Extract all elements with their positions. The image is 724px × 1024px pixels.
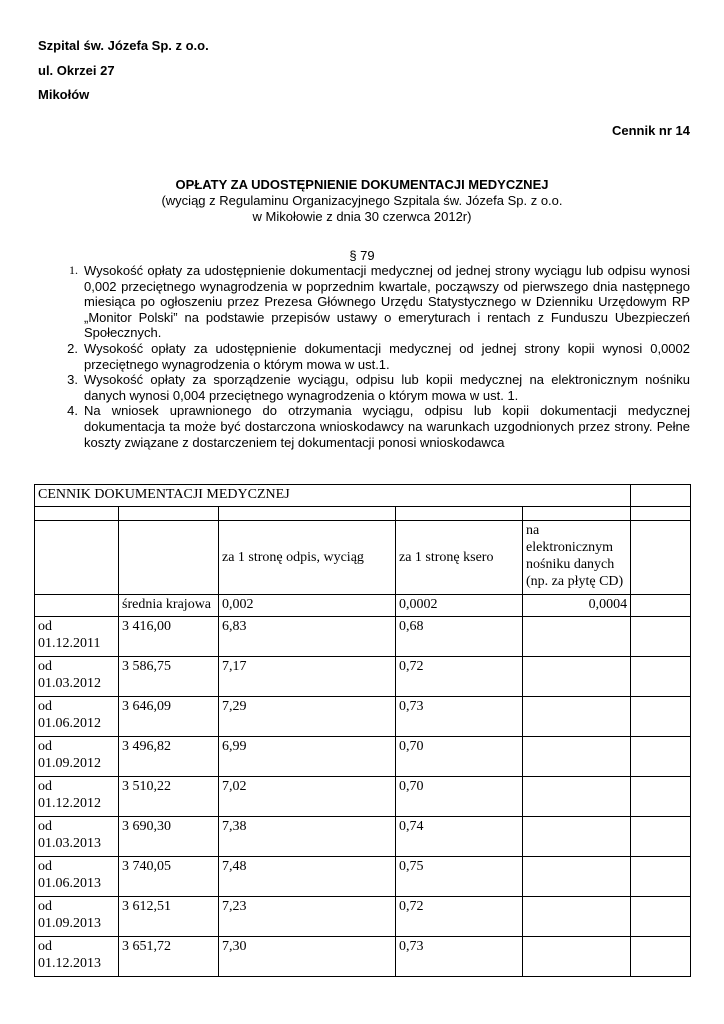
row-kwota: 3 690,30 xyxy=(119,817,219,857)
list-item-number: 1. xyxy=(69,263,78,277)
list-item-number: 3. xyxy=(67,372,78,388)
row-date xyxy=(35,817,119,857)
average-row xyxy=(35,595,691,617)
table-cell xyxy=(523,777,631,817)
row-kwota: 3 612,51 xyxy=(119,897,219,937)
row-date-value: 01.12.2011 xyxy=(38,636,101,651)
row-date xyxy=(35,857,119,897)
column-header-cd: na elektronicznym nośniku danych (np. za płytę CD) xyxy=(523,521,631,595)
row-date-prefix: od xyxy=(38,659,52,674)
table-cell xyxy=(631,857,691,897)
table-spacer-row xyxy=(35,507,691,521)
table-row xyxy=(35,817,691,857)
row-date xyxy=(35,697,119,737)
row-kwota: 3 416,00 xyxy=(119,617,219,657)
row-ksero: 0,73 xyxy=(396,697,523,737)
table-row xyxy=(35,777,691,817)
table-cell xyxy=(631,657,691,697)
row-kwota: 3 740,05 xyxy=(119,857,219,897)
row-date xyxy=(35,777,119,817)
row-kwota: 3 586,75 xyxy=(119,657,219,697)
table-cell xyxy=(523,857,631,897)
table-row xyxy=(35,737,691,777)
row-odpis: 7,30 xyxy=(219,937,396,977)
row-ksero: 0,74 xyxy=(396,817,523,857)
row-date-prefix: od xyxy=(38,699,52,714)
average-ksero: 0,0002 xyxy=(396,595,523,617)
row-kwota: 3 651,72 xyxy=(119,937,219,977)
list-item-text: Wysokość opłaty za sporządzenie wyciągu, odpisu lub kopii medycznej na elektronicznym nośniku danych wynosi 0,004 przeciętnego wynagrodzenia o którym mowa w ust. 1. xyxy=(84,372,690,403)
document-subtitle-line2: w Mikołowie z dnia 30 czerwca 2012r) xyxy=(252,209,472,224)
list-item xyxy=(38,341,690,372)
row-odpis: 6,99 xyxy=(219,737,396,777)
table-cell xyxy=(631,507,691,521)
table-row xyxy=(35,697,691,737)
table-cell xyxy=(631,697,691,737)
list-item xyxy=(38,372,690,403)
row-odpis: 7,17 xyxy=(219,657,396,697)
table-cell xyxy=(523,697,631,737)
row-date-value: 01.03.2013 xyxy=(38,836,101,851)
table-cell xyxy=(119,521,219,595)
row-odpis: 7,38 xyxy=(219,817,396,857)
table-cell xyxy=(523,507,631,521)
row-odpis: 7,02 xyxy=(219,777,396,817)
table-row xyxy=(35,617,691,657)
row-date-prefix: od xyxy=(38,739,52,754)
average-label: średnia krajowa xyxy=(119,595,219,617)
table-row xyxy=(35,857,691,897)
list-item-text: Wysokość opłaty za udostępnienie dokumentacji medycznej od jednej strony kopii wynosi 0,0002 przeciętnego wynagrodzenia o którym mowa w ust.1. xyxy=(84,340,690,372)
table-title-row xyxy=(35,485,691,507)
row-date xyxy=(35,737,119,777)
row-odpis: 6,83 xyxy=(219,617,396,657)
table-row xyxy=(35,897,691,937)
table-cell xyxy=(523,657,631,697)
table-cell xyxy=(523,937,631,977)
table-cell xyxy=(35,521,119,595)
row-odpis: 7,48 xyxy=(219,857,396,897)
list-item-text: Na wniosek uprawnionego do otrzymania wyciągu, odpisu lub kopii dokumentacji medycznej dokumentacja ta może być dostarczona wnioskodawcy na warunkach uzgodnionych przez strony. Pełne koszty związane z dostarczeniem tej dokumentacji ponosi wnioskodawca xyxy=(84,403,690,450)
row-date-value: 01.09.2012 xyxy=(38,756,101,771)
table-cell xyxy=(631,897,691,937)
table-cell xyxy=(119,507,219,521)
list-item-text: Wysokość opłaty za udostępnienie dokumentacji medycznej od jednej strony wyciągu lub odpisu wynosi 0,002 przeciętnego wynagrodzenia w poprzednim kwartale, począwszy od pierwszego dnia następnego miesiąca po ogłoszeniu przez Prezesa Głównego Urzędu Statystycznego w Dzienniku Urzędowym RP „Monitor Polski” na podstawie przepisów ustawy o emeryturach i rentach z Funduszu Ubezpieczeń Społecznych. xyxy=(84,263,690,341)
row-date xyxy=(35,657,119,697)
table-cell xyxy=(523,737,631,777)
row-date-prefix: od xyxy=(38,819,52,834)
row-date xyxy=(35,937,119,977)
table-title: CENNIK DOKUMENTACJI MEDYCZNEJ xyxy=(35,485,631,507)
row-date-value: 01.06.2012 xyxy=(38,716,101,731)
row-date-prefix: od xyxy=(38,939,52,954)
row-date xyxy=(35,897,119,937)
table-cell xyxy=(35,507,119,521)
hospital-name: Szpital św. Józefa Sp. z o.o. xyxy=(38,38,209,53)
row-odpis: 7,29 xyxy=(219,697,396,737)
list-item xyxy=(38,263,690,341)
table-cell xyxy=(631,485,691,507)
cennik-number: Cennik nr 14 xyxy=(611,123,690,138)
row-date-value: 01.06.2013 xyxy=(38,876,101,891)
row-date xyxy=(35,617,119,657)
row-kwota: 3 646,09 xyxy=(119,697,219,737)
table-cell xyxy=(523,817,631,857)
row-odpis: 7,23 xyxy=(219,897,396,937)
row-ksero: 0,68 xyxy=(396,617,523,657)
table-row xyxy=(35,937,691,977)
row-ksero: 0,72 xyxy=(396,897,523,937)
row-date-value: 01.12.2013 xyxy=(38,956,101,971)
row-date-prefix: od xyxy=(38,779,52,794)
row-date-prefix: od xyxy=(38,619,52,634)
average-odpis: 0,002 xyxy=(219,595,396,617)
document-subtitle-line1: (wyciąg z Regulaminu Organizacyjnego Szpitala św. Józefa Sp. z o.o. xyxy=(161,193,563,208)
document-title: OPŁATY ZA UDOSTĘPNIENIE DOKUMENTACJI MEDYCZNEJ xyxy=(175,177,549,192)
table-cell xyxy=(631,937,691,977)
paragraph-number: § 79 xyxy=(349,248,375,263)
table-cell xyxy=(631,817,691,857)
table-cell xyxy=(523,897,631,937)
price-table xyxy=(34,484,691,977)
row-ksero: 0,70 xyxy=(396,777,523,817)
table-header-row xyxy=(35,521,691,595)
row-date-prefix: od xyxy=(38,899,52,914)
hospital-street: ul. Okrzei 27 xyxy=(38,63,115,78)
table-cell xyxy=(219,507,396,521)
table-cell xyxy=(631,777,691,817)
average-cd: 0,0004 xyxy=(523,595,631,617)
row-kwota: 3 496,82 xyxy=(119,737,219,777)
list-item xyxy=(38,403,690,450)
table-cell xyxy=(396,507,523,521)
column-header-ksero: za 1 stronę ksero xyxy=(396,521,523,595)
hospital-city: Mikołów xyxy=(38,87,90,102)
list-item-number: 2. xyxy=(67,340,78,356)
table-cell xyxy=(35,595,119,617)
table-cell xyxy=(631,737,691,777)
table-cell xyxy=(523,617,631,657)
table-cell xyxy=(631,521,691,595)
row-date-value: 01.09.2013 xyxy=(38,916,101,931)
table-cell xyxy=(631,595,691,617)
row-ksero: 0,73 xyxy=(396,937,523,977)
list-item-number: 4. xyxy=(67,403,78,419)
column-header-odpis: za 1 stronę odpis, wyciąg xyxy=(219,521,396,595)
row-date-prefix: od xyxy=(38,859,52,874)
row-date-value: 01.03.2012 xyxy=(38,676,101,691)
row-ksero: 0,75 xyxy=(396,857,523,897)
table-cell xyxy=(631,617,691,657)
regulation-list xyxy=(38,263,690,450)
row-ksero: 0,70 xyxy=(396,737,523,777)
row-kwota: 3 510,22 xyxy=(119,777,219,817)
table-row xyxy=(35,657,691,697)
row-date-value: 01.12.2012 xyxy=(38,796,101,811)
row-ksero: 0,72 xyxy=(396,657,523,697)
